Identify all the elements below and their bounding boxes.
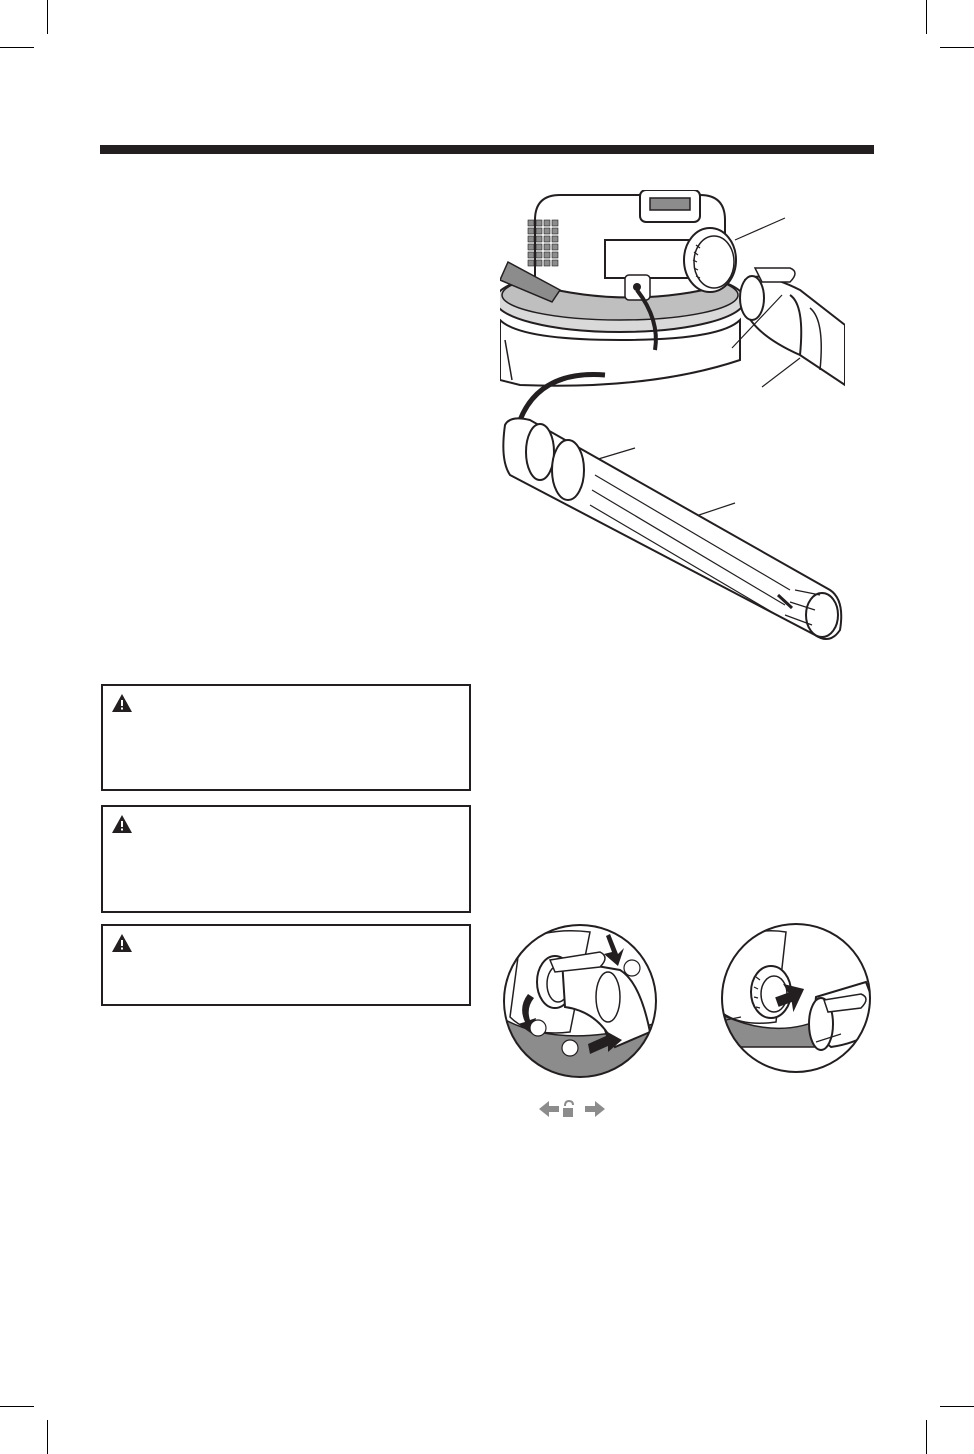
warning-box-1 [101, 684, 471, 791]
unlock-arrows-icon [537, 1098, 607, 1120]
warning-triangle-icon [111, 693, 133, 713]
vacuum-hose-illustration [500, 190, 845, 650]
hose-attach-detail-illustration [716, 922, 876, 1077]
crop-mark-top-left-v [47, 0, 48, 34]
warning-triangle-icon [111, 933, 133, 953]
crop-mark-bottom-left-v [47, 1420, 48, 1454]
warning-triangle-icon [111, 814, 133, 834]
hose-removal-detail-illustration [500, 922, 660, 1080]
crop-mark-bottom-left-h [0, 1406, 34, 1407]
crop-mark-top-left-h [0, 47, 34, 48]
crop-mark-bottom-right-v [926, 1420, 927, 1454]
warning-box-2 [101, 805, 471, 913]
crop-mark-bottom-right-h [940, 1406, 974, 1407]
header-rule [100, 145, 874, 154]
crop-mark-top-right-h [940, 47, 974, 48]
crop-mark-top-right-v [926, 0, 927, 34]
warning-box-3 [101, 924, 471, 1006]
